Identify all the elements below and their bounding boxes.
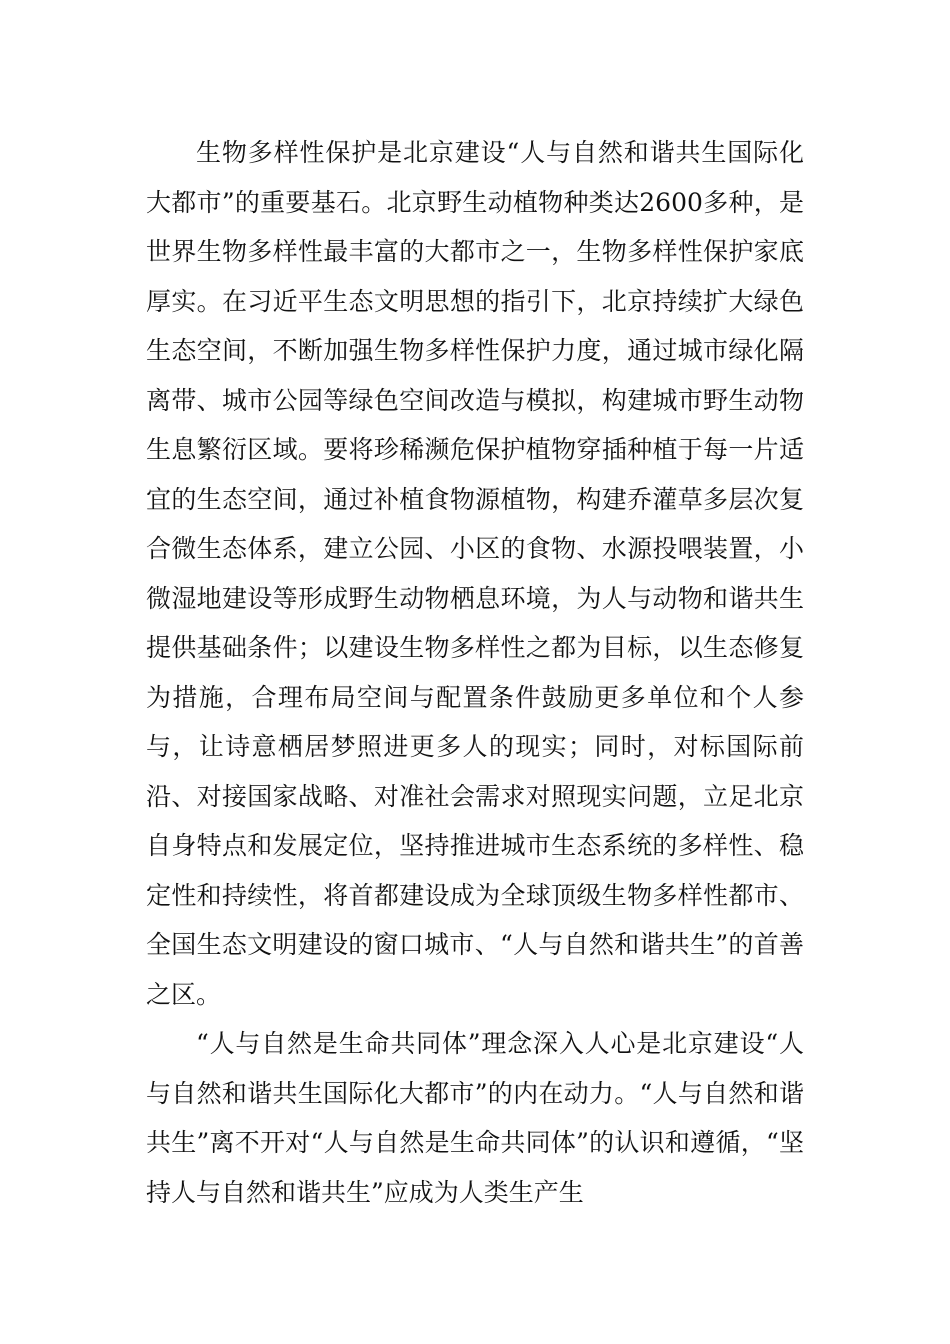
paragraph-biodiversity: 生物多样性保护是北京建设“人与自然和谐共生国际化大都市”的重要基石。北京野生动植物种类达2600多种，是世界生物多样性最丰富的大都市之一，生物多样性保护家底厚实。在习近平生态文明思想的指引下，北京持续扩大绿色生态空间，不断加强生物多样性保护力度，通过城市绿化隔离带、城市公园等绿色空间改造与模拟，构建城市野生动物生息繁衍区域。要将珍稀濒危保护植物穿插种植于每一片适宜的生态空间，通过补植食物源植物，构建乔灌草多层次复合微生态体系，建立公园、小区的食物、水源投喂装置，小微湿地建设等形成野生动物栖息环境，为人与动物和谐共生提供基础条件；以建设生物多样性之都为目标，以生态修复为措施，合理布局空间与配置条件鼓励更多单位和个人参与，让诗意栖居梦照进更多人的现实；同时，对标国际前沿、对接国家战略、对准社会需求对照现实问题，立足北京自身特点和发展定位，坚持推进城市生态系统的多样性、稳定性和持续性，将首都建设成为全球顶级生物多样性都市、全国生态文明建设的窗口城市、“人与自然和谐共生”的首善之区。	[146, 138, 804, 1009]
document-body	[146, 128, 804, 1217]
paragraph-life-community: “人与自然是生命共同体”理念深入人心是北京建设“人与自然和谐共生国际化大都市”的内在动力。“人与自然和谐共生”离不开对“人与自然是生命共同体”的认识和遵循，“坚持人与自然和谐共生”应成为人类生产生	[146, 1029, 804, 1207]
